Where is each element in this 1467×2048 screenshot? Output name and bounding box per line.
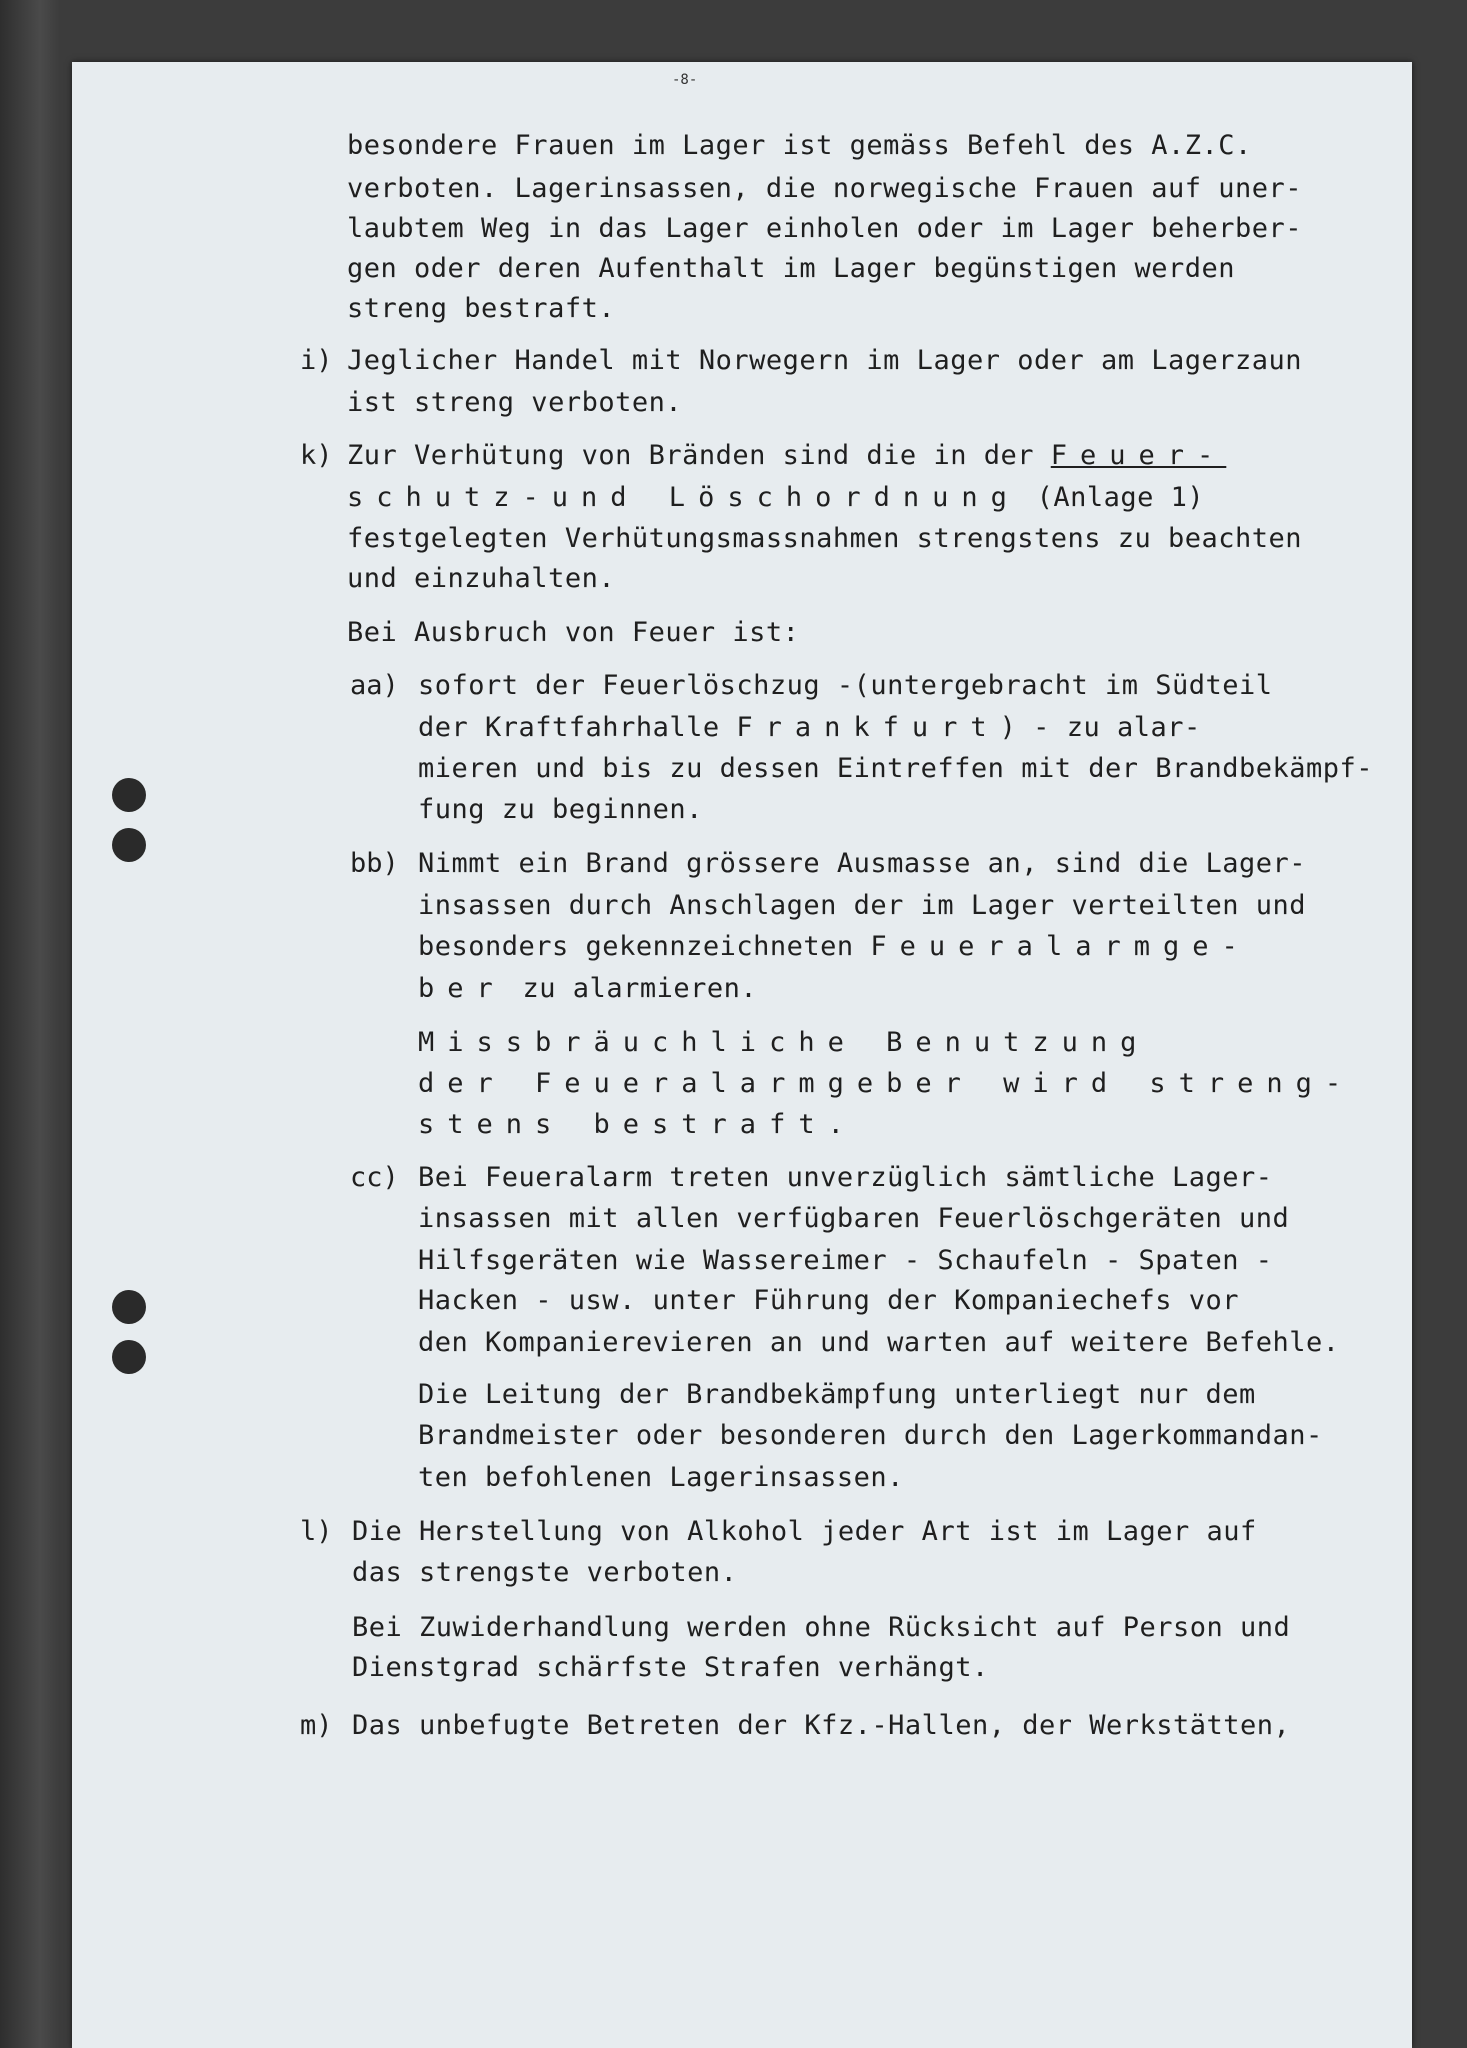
- text-line: [418, 1327, 1340, 1359]
- text-segment: festgelegten Verhütungsmassnahmen strengstens zu beachten: [347, 523, 1303, 554]
- item-label: bb): [350, 848, 399, 879]
- text-segment: das strengste verboten.: [352, 1557, 738, 1588]
- text-segment: besondere Frauen im Lager ist gemäss Befehl des A.Z.C.: [347, 130, 1252, 161]
- text-segment: Bei Feueralarm treten unverzüglich sämtliche Lager-: [418, 1162, 1273, 1193]
- text-segment: Bei Zuwiderhandlung werden ohne Rücksicht auf Person und: [352, 1612, 1291, 1643]
- punch-hole: [112, 1290, 146, 1324]
- page-number-mark: -8-: [672, 72, 698, 88]
- text-line: [352, 1516, 1257, 1548]
- text-segment: Bei Ausbruch von Feuer ist:: [347, 617, 800, 648]
- item-label: k): [300, 440, 333, 471]
- punch-hole: [112, 778, 146, 812]
- text-line: [352, 1710, 1290, 1742]
- emphasized-text: ber: [418, 973, 506, 1004]
- text-line: [352, 1557, 737, 1589]
- text-line: [418, 1285, 1239, 1317]
- punch-hole: [112, 828, 146, 862]
- text-line: [418, 1420, 1323, 1452]
- text-line: [418, 712, 1201, 744]
- text-segment: Brandmeister oder besonderen durch den Lagerkommandan-: [418, 1420, 1323, 1451]
- text-segment: mieren und bis zu dessen Eintreffen mit der Brandbekämpf-: [418, 753, 1374, 784]
- emphasized-text: Frankfurt: [736, 712, 1000, 743]
- text-segment: gen oder deren Aufenthalt im Lager begünstigen werden: [347, 253, 1236, 284]
- item-label: m): [300, 1710, 333, 1741]
- text-line: [418, 670, 1273, 702]
- text-segment: Jeglicher Handel mit Norwegern im Lager oder am Lagerzaun: [347, 345, 1303, 376]
- text-line: [347, 293, 615, 325]
- text-line: [347, 345, 1302, 377]
- text-line: [347, 523, 1302, 555]
- text-segment: besonders gekennzeichneten: [418, 931, 871, 962]
- text-segment: Hilfsgeräten wie Wassereimer - Schaufeln - Spaten -: [418, 1245, 1273, 1276]
- text-line: [418, 1245, 1273, 1277]
- text-line: [347, 440, 1226, 472]
- text-line: [347, 213, 1302, 245]
- text-line: [347, 563, 615, 595]
- text-line: [418, 794, 703, 826]
- text-line: [347, 617, 799, 649]
- text-line: [418, 1162, 1273, 1194]
- text-segment: Das unbefugte Betreten der Kfz.-Hallen, der Werkstätten,: [352, 1710, 1291, 1741]
- text-segment: der Kraftfahrhalle: [418, 712, 737, 743]
- emphasized-text: Missbräuchliche Benutzung: [418, 1027, 1150, 1058]
- text-line: [347, 130, 1252, 162]
- text-segment: insassen mit allen verfügbaren Feuerlöschgeräten und: [418, 1203, 1290, 1234]
- emphasized-text: schutz-und Löschordnung: [347, 482, 1020, 513]
- text-line: [418, 890, 1306, 922]
- item-label: l): [300, 1516, 333, 1547]
- item-label: aa): [350, 670, 399, 701]
- text-segment: insassen durch Anschlagen der im Lager verteilten und: [418, 890, 1307, 921]
- text-line: [347, 173, 1302, 205]
- item-label: i): [300, 345, 333, 376]
- text-line: [418, 1027, 1149, 1059]
- text-segment: ist streng verboten.: [347, 387, 683, 418]
- emphasized-text: der Feueralarmgeber wird streng-: [418, 1068, 1355, 1099]
- text-segment: Zur Verhütung von Bränden sind die in der: [347, 440, 1034, 471]
- text-segment: Hacken - usw. unter Führung der Kompaniechefs vor: [418, 1285, 1240, 1316]
- emphasized-text: stens bestraft.: [418, 1109, 857, 1140]
- text-segment: Nimmt ein Brand grössere Ausmasse an, sind die Lager-: [418, 848, 1307, 879]
- text-line: [418, 1068, 1354, 1100]
- text-line: [418, 931, 1251, 963]
- emphasized-text: Feuer-: [1050, 440, 1227, 471]
- text-line: [418, 1203, 1289, 1235]
- text-segment: streng bestraft.: [347, 293, 616, 324]
- text-line: [418, 973, 757, 1005]
- text-line: [347, 482, 1204, 514]
- text-segment: Die Leitung der Brandbekämpfung unterliegt nur dem: [418, 1379, 1256, 1410]
- text-segment: ) - zu alar-: [999, 712, 1201, 743]
- text-segment: (Anlage 1): [1019, 482, 1205, 513]
- text-line: [352, 1652, 989, 1684]
- punch-hole: [112, 1340, 146, 1374]
- text-line: [347, 387, 682, 419]
- text-segment: laubtem Weg in das Lager einholen oder im Lager beherber-: [347, 213, 1303, 244]
- text-segment: Dienstgrad schärfste Strafen verhängt.: [352, 1652, 989, 1683]
- text-line: [418, 1109, 857, 1141]
- emphasized-text: Feueralarmge-: [870, 931, 1251, 962]
- text-segment: fung zu beginnen.: [418, 794, 703, 825]
- text-line: [347, 253, 1235, 285]
- text-segment: zu alarmieren.: [505, 973, 758, 1004]
- text-line: [418, 848, 1306, 880]
- item-label: cc): [350, 1162, 399, 1193]
- text-segment: Die Herstellung von Alkohol jeder Art ist im Lager auf: [352, 1516, 1257, 1547]
- text-segment: ten befohlenen Lagerinsassen.: [418, 1462, 904, 1493]
- text-line: [418, 1379, 1256, 1411]
- text-line: [418, 1462, 904, 1494]
- text-segment: verboten. Lagerinsassen, die norwegische Frauen auf uner-: [347, 173, 1303, 204]
- text-segment: den Kompanierevieren an und warten auf weitere Befehle.: [418, 1327, 1340, 1358]
- text-segment: und einzuhalten.: [347, 563, 616, 594]
- text-line: [352, 1612, 1290, 1644]
- text-segment: sofort der Feuerlöschzug -(untergebracht im Südteil: [418, 670, 1273, 701]
- text-line: [418, 753, 1373, 785]
